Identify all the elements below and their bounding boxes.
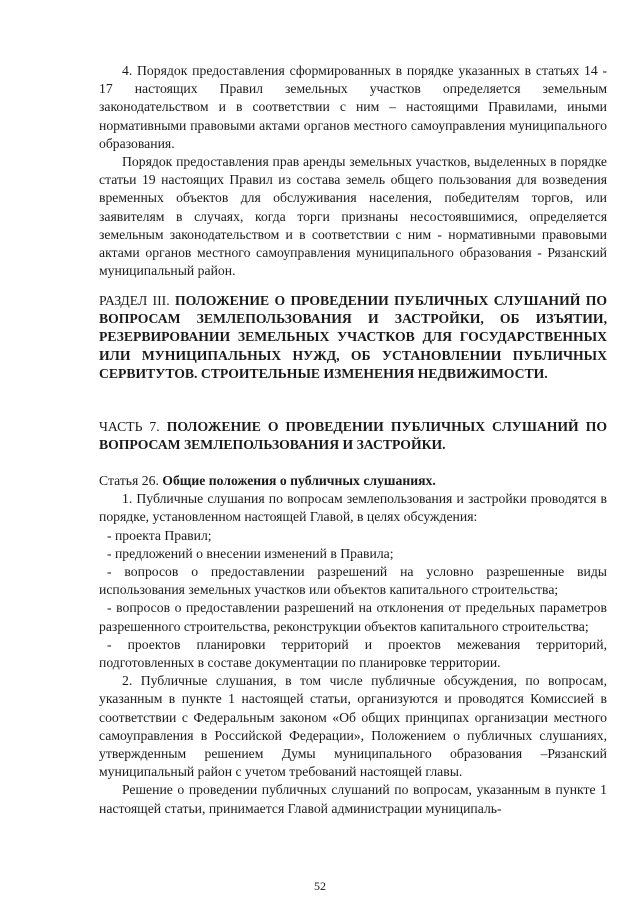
- paragraph-decision: Решение о проведении публичных слушаний по вопросам, указанным в пункте 1 настоящей статьи, принимается Главой администрации муниципаль-: [99, 782, 607, 816]
- section-heading-title: ПОЛОЖЕНИЕ О ПРОВЕДЕНИИ ПУБЛИЧНЫХ СЛУШАНИЙ ПО ВОПРОСАМ ЗЕМЛЕПОЛЬЗОВАНИЯ И ЗАСТРОЙКИ, ОБ ИЗЪЯТИИ, РЕЗЕРВИРОВАНИИ ЗЕМЕЛЬНЫХ УЧАСТКОВ ДЛЯ ГОСУДАРСТВЕННЫХ ИЛИ МУНИЦИПАЛЬНЫХ НУЖД, ОБ УСТАНОВЛЕНИИ ПУБЛИЧНЫХ СЕРВИТУТОВ. СТРОИТЕЛЬНЫЕ ИЗМЕНЕНИЯ НЕДВИЖИМОСТИ.: [99, 293, 607, 381]
- paragraph-lease-procedure: Порядок предоставления прав аренды земельных участков, выделенных в порядке статьи 19 настоящих Правил из состава земель общего пользования для возведения временных объектов для обслуживания населения, победителям торгов, или заявителям в случаях, когда торги признаны несостоявшимися, определяется земельным законодательством и в соответствии с ним - нормативными правовыми актами органов местного самоуправления муниципального образования - Рязанский муниципальный район.: [99, 154, 607, 279]
- paragraph-point-2: 2. Публичные слушания, в том числе публичные обсуждения, по вопросам, указанным в пункте 1 настоящей статьи, организуются и проводятся Комиссией в соответствии с Федеральным законом «Об общих принципах организации местного самоуправления в Российской Федерации», Положением о публичных слушаниях, утвержденным решением Думы муниципального образования –Рязанский муниципальный район с учетом требований настоящей главы.: [99, 673, 607, 780]
- part-heading-lead: ЧАСТЬ 7.: [99, 419, 167, 434]
- list-item: - вопросов о предоставлении разрешений на условно разрешенные виды использования земельных участков или объектов капитального строительства;: [99, 564, 607, 598]
- article-heading-title: Общие положения о публичных слушаниях.: [162, 473, 436, 488]
- list-item: - предложений о внесении изменений в Правила;: [107, 545, 394, 561]
- body-text-top: [99, 62, 607, 280]
- article-heading: [99, 472, 607, 490]
- section-heading: [99, 292, 607, 383]
- page-number: 52: [314, 879, 326, 893]
- part-heading-title: ПОЛОЖЕНИЕ О ПРОВЕДЕНИИ ПУБЛИЧНЫХ СЛУШАНИЙ ПО ВОПРОСАМ ЗЕМЛЕПОЛЬЗОВАНИЯ И ЗАСТРОЙКИ.: [99, 419, 607, 453]
- article-heading-lead: Статья 26.: [99, 473, 163, 488]
- part-heading: [99, 418, 607, 454]
- list-item: - вопросов о предоставлении разрешений на отклонения от предельных параметров разрешенного строительства, реконструкции объектов капитального строительства;: [99, 600, 607, 634]
- article-body: [99, 472, 607, 818]
- list-item: - проектов планировки территорий и проектов межевания территорий, подготовленных в составе документации по планировке территории.: [99, 636, 607, 671]
- list-item: - проекта Правил;: [107, 527, 212, 543]
- paragraph-point-1: 1. Публичные слушания по вопросам землепользования и застройки проводятся в порядке, установленном настоящей Главой, в целях обсуждения:: [99, 491, 607, 525]
- section-heading-block: [99, 292, 607, 383]
- paragraph-item-4: 4. Порядок предоставления сформированных в порядке указанных в статьях 14 - 17 настоящих Правил земельных участков определяется земельным законодательством и в соответствии с ним – настоящими Правилами, иными нормативными правовыми актами органов местного самоуправления муниципального образования.: [99, 63, 607, 151]
- section-heading-lead: РАЗДЕЛ III.: [99, 293, 175, 308]
- part-heading-block: [99, 418, 607, 454]
